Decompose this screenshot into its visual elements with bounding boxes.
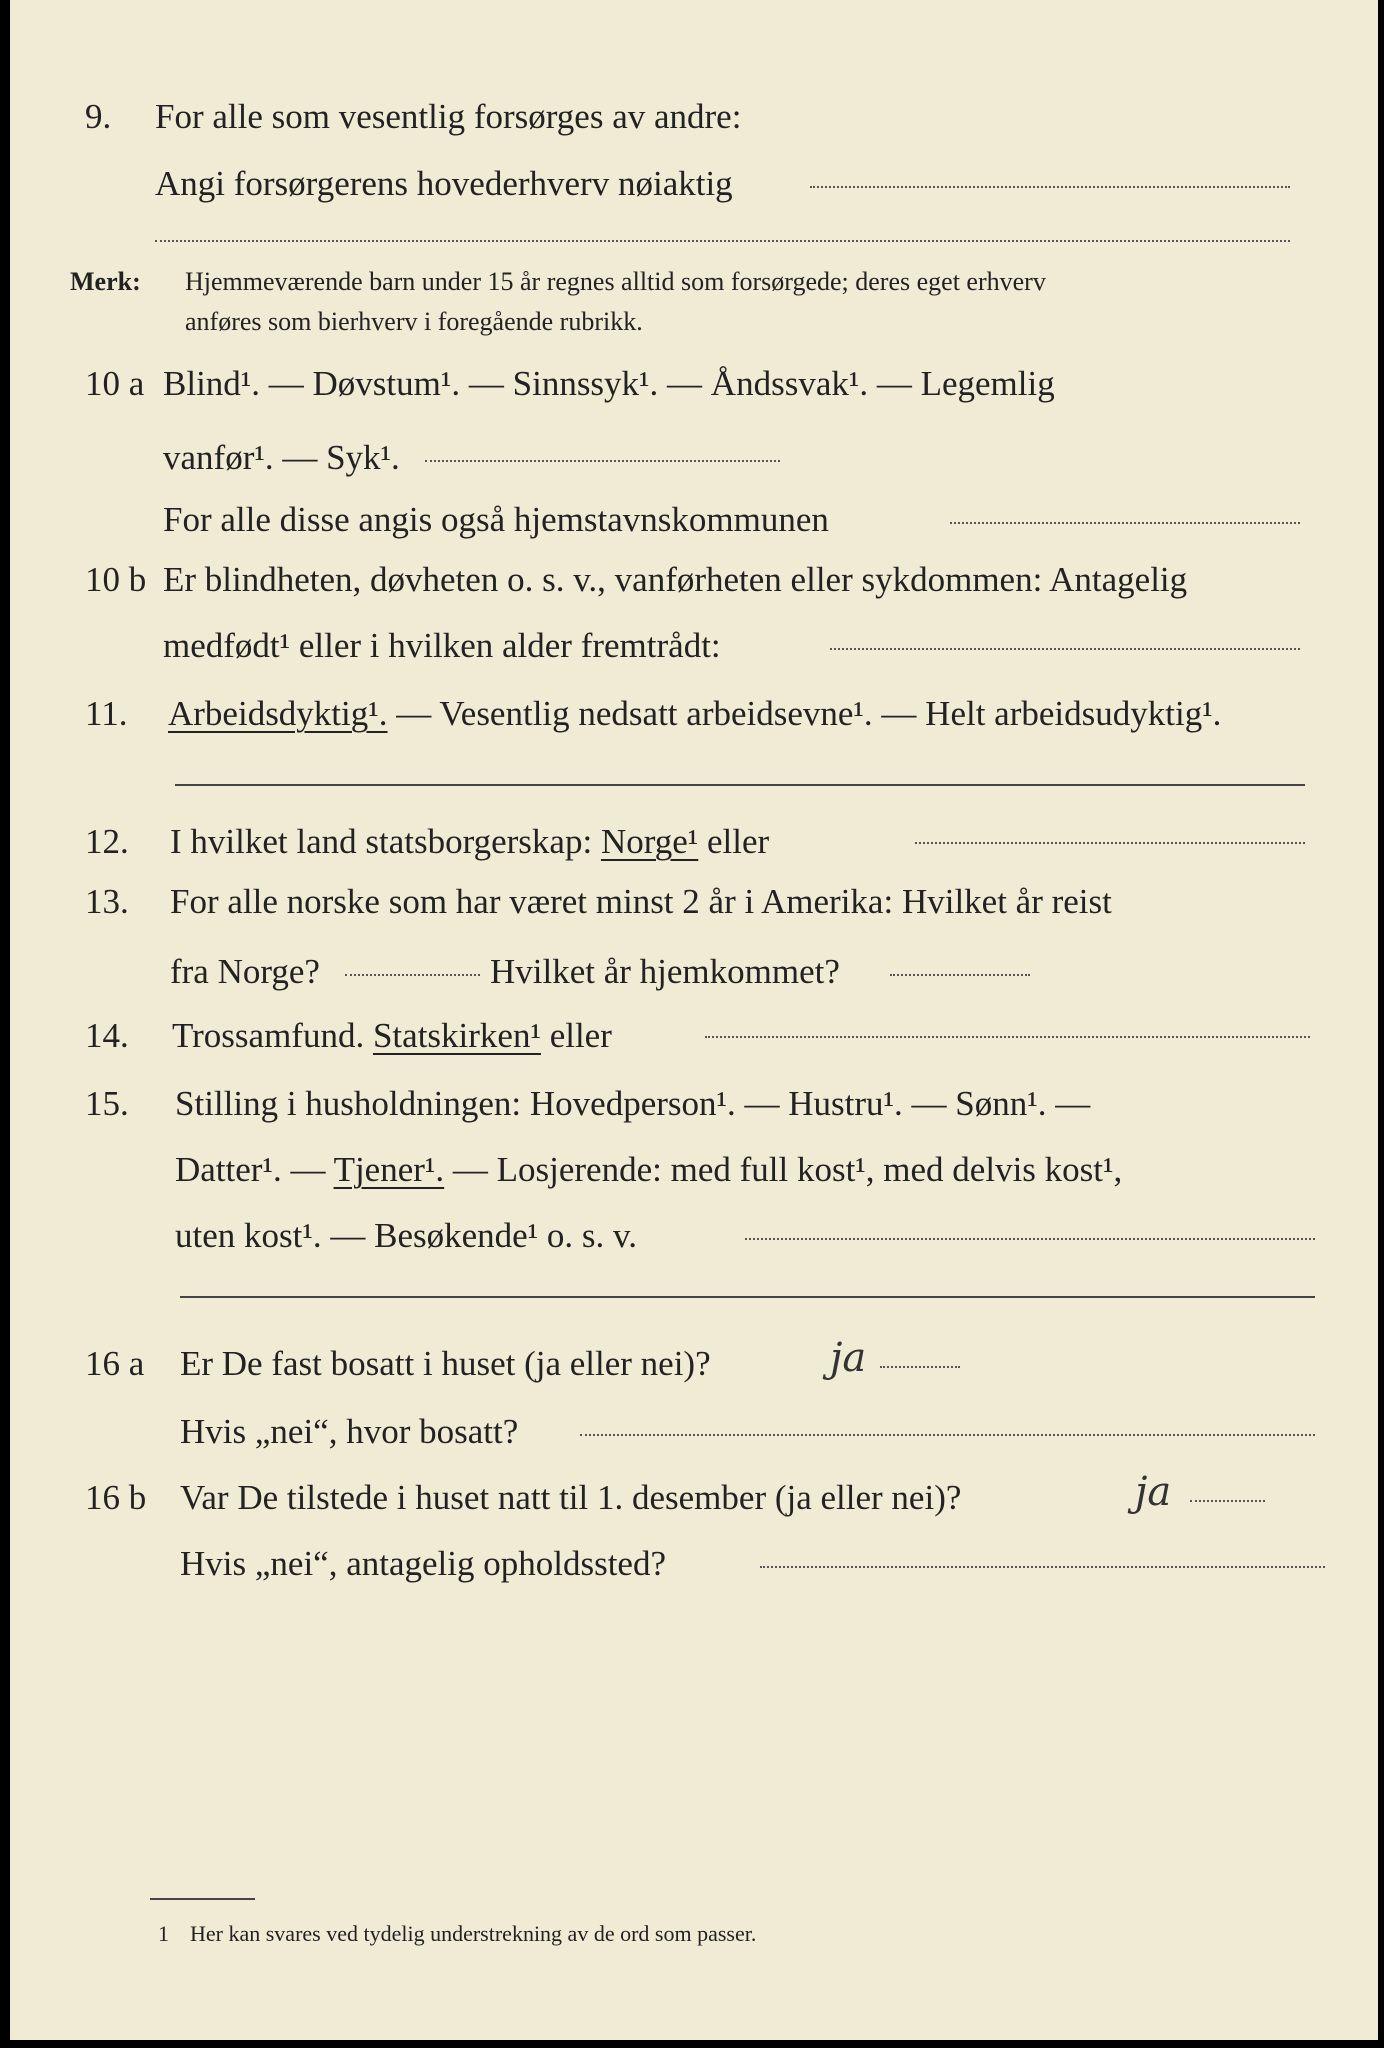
q9-text-2: Angi forsørgerens hovederhverv nøiaktig (155, 164, 733, 203)
q15-number: 15. (85, 1084, 129, 1123)
footnote-mark: 1 (158, 1921, 169, 1946)
q11-number: 11. (85, 694, 128, 733)
footnote-text: Her kan svares ved tydelig understrekning av de ord som passer. (190, 1921, 757, 1946)
q10b-text-2: medfødt¹ eller i hvilken alder fremtrådt: (163, 626, 721, 665)
merk-label: Merk: (70, 267, 141, 296)
q16b-answer-field[interactable] (1190, 1500, 1265, 1502)
q16a-number: 16 a (85, 1344, 145, 1383)
q16b-text-2: Hvis „nei“, antagelig opholdssted? (180, 1544, 666, 1583)
q13-text-2a: fra Norge? (170, 952, 320, 991)
q16b-whereabouts-field[interactable] (760, 1566, 1325, 1568)
q13-number: 13. (85, 882, 129, 921)
q16b-handwritten-answer: ja (1135, 1469, 1172, 1515)
q13-text-1: For alle norske som har været minst 2 år i Amerika: Hvilket år reist (170, 882, 1112, 921)
q15-answer-underlined: Tjener¹. (333, 1150, 445, 1189)
q12-text-post: eller (698, 822, 770, 861)
q13-departure-field[interactable] (345, 974, 480, 976)
q9-answer-field[interactable] (810, 186, 1290, 188)
q14-answer-underlined: Statskirken¹ (372, 1016, 541, 1055)
q10a-number: 10 a (85, 364, 145, 403)
q9-text-1: For alle som vesentlig forsørges av andre: (155, 97, 742, 136)
q15-text-2b: — Losjerende: med full kost¹, med delvis kost¹, (444, 1150, 1123, 1189)
q10b-number: 10 b (85, 560, 147, 599)
q10b-answer-field[interactable] (830, 648, 1300, 650)
q16b-number: 16 b (85, 1478, 147, 1517)
q12-number: 12. (85, 822, 129, 861)
q16a-handwritten-answer: ja (830, 1335, 867, 1381)
q13-text-2b: Hvilket år hjemkommet? (490, 952, 840, 991)
q15-text-2a: Datter¹. — (175, 1150, 334, 1189)
q10a-text-2: vanfør¹. — Syk¹. (163, 438, 400, 477)
q14-text-post: eller (540, 1016, 612, 1055)
q11-text: — Vesentlig nedsatt arbeidsevne¹. — Helt arbeidsudyktig¹. (387, 694, 1222, 733)
q11-answer-line[interactable] (175, 784, 1305, 786)
q13-return-field[interactable] (890, 974, 1030, 976)
census-form-page (10, 0, 1378, 2040)
q12-answer-underlined: Norge¹ (600, 822, 699, 861)
q16b-text-1: Var De tilstede i huset natt til 1. desember (ja eller nei)? (180, 1478, 962, 1517)
q12-answer-field[interactable] (915, 842, 1305, 844)
footnote-rule (150, 1898, 255, 1900)
q10b-text-1: Er blindheten, døvheten o. s. v., vanførheten eller sykdommen: Antagelig (163, 560, 1188, 599)
q16a-answer-field[interactable] (880, 1366, 960, 1368)
q10a-text-3: For alle disse angis også hjemstavnskommunen (163, 500, 829, 539)
q15-text-3: uten kost¹. — Besøkende¹ o. s. v. (175, 1216, 638, 1255)
q12-text: I hvilket land statsborgerskap: (170, 822, 601, 861)
q14-text: Trossamfund. (172, 1016, 373, 1055)
q10a-answer-field[interactable] (425, 460, 780, 462)
q11-answer-underlined: Arbeidsdyktig¹. (168, 694, 388, 733)
q15-answer-field[interactable] (745, 1238, 1315, 1240)
q16a-text-2: Hvis „nei“, hvor bosatt? (180, 1412, 519, 1451)
q15-text-1: Stilling i husholdningen: Hovedperson¹. — Hustru¹. — Sønn¹. — (175, 1084, 1091, 1123)
q9-number: 9. (85, 97, 112, 136)
q10a-home-field[interactable] (950, 522, 1300, 524)
merk-text-1: Hjemmeværende barn under 15 år regnes alltid som forsørgede; deres eget erhverv (185, 267, 1046, 296)
q9-answer-field-2[interactable] (155, 240, 1290, 242)
q14-number: 14. (85, 1016, 129, 1055)
q16a-residence-field[interactable] (580, 1434, 1315, 1436)
q14-answer-field[interactable] (705, 1036, 1310, 1038)
merk-text-2: anføres som bierhverv i foregående rubrikk. (185, 307, 643, 336)
q10a-text-1: Blind¹. — Døvstum¹. — Sinnssyk¹. — Åndssvak¹. — Legemlig (163, 364, 1055, 403)
q15-answer-line[interactable] (180, 1296, 1315, 1298)
q16a-text-1: Er De fast bosatt i huset (ja eller nei)? (180, 1344, 711, 1383)
